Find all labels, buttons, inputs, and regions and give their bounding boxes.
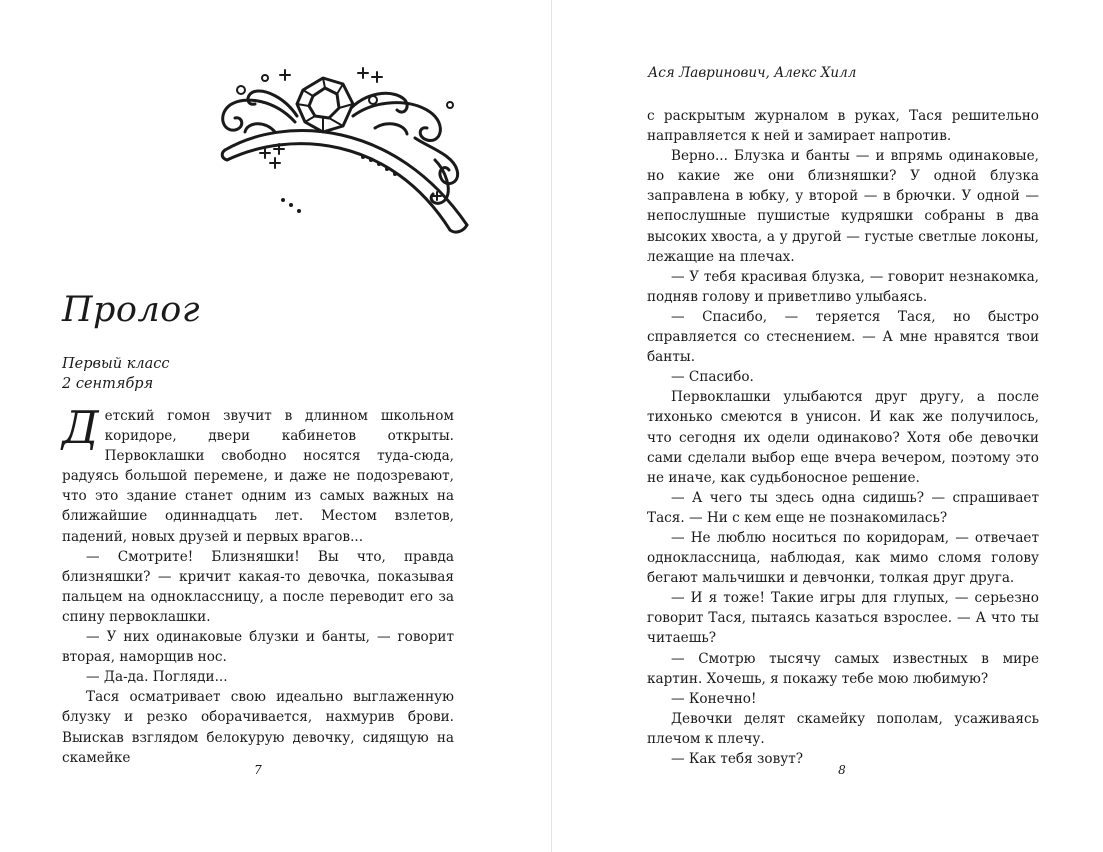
paragraph: — Как тебя зовут? [671, 751, 804, 767]
left-page [0, 0, 551, 852]
chapter-subhead [62, 354, 169, 394]
paragraph: Девочки делят скамейку пополам, усаживаясь плечом к плечу. [647, 710, 1039, 747]
paragraph: — А чего ты здесь одна сидишь? — спрашивает Тася. — Ни с кем еще не познакомилась? [647, 489, 1039, 526]
paragraph: — Спасибо, — теряется Тася, но быстро справляется со стеснением. — А мне нравятся твои банты. [647, 308, 1039, 366]
drop-cap: Д [62, 401, 99, 454]
page-number: 8 [838, 763, 846, 777]
paragraph: Первоклашки улыбаются друг другу, а после тихонько смеются в унисон. И как же получилось, что сегодня их одели одинаково? Хотя обе девочки сами сделали выбор еще вчера вечером, поэтому это не иначе, как судьбоносное решение. [647, 389, 1039, 486]
paragraph: — Спасибо. [671, 369, 754, 386]
paragraph: — И я тоже! Такие игры для глупых, — серьезно говорит Тася, пытаясь казаться взрослее. — А что ты читаешь? [647, 590, 1039, 647]
paragraph-text: етский гомон звучит в длинном школьном коридоре, двери кабинетов открыты. Первоклашки свободно носятся туда-сюда, радуясь большой перемене, и даже не подозревают, что это здание станет одним из самых важных на ближайшие одиннадцать лет. Местом взлетов, падений, новых друзей и первых врагов... [62, 408, 454, 545]
left-body-text [62, 401, 454, 768]
paragraph [62, 401, 454, 547]
right-page [552, 0, 1103, 852]
page-number: 7 [254, 763, 262, 777]
paragraph: — Смотрю тысячу самых известных в мире картин. Хочешь, я покажу тебе мою любимую? [647, 650, 1039, 687]
running-head: Ася Лавринович, Алекс Хилл [648, 65, 857, 81]
paragraph: Верно... Блузка и банты — и впрямь одинаковые, но какие же они близняшки? У одной блузка заправлена в юбку, у второй — в брючки. У одной — непослушные пушистые кудряшки собраны в два высоких хвоста, а у другой — густые светлые локоны, лежащие на плечах. [647, 148, 1039, 265]
paragraph: — Да-да. Погляди... [86, 669, 228, 686]
subhead-line: Первый класс [62, 356, 170, 372]
paragraph: — Не люблю носиться по коридорам, — отвечает одноклассница, наблюдая, как мимо сломя голову бегают мальчишки и девчонки, толкая друг друга. [647, 529, 1039, 587]
paragraph: — У них одинаковые блузки и банты, — говорит вторая, наморщив нос. [62, 629, 454, 666]
paragraph: — Конечно! [671, 690, 757, 707]
paragraph: Тася осматривает свою идеально выглаженную блузку и резко оборачивается, нахмурив брови. Выискав взглядом белокурую девочку, сидящую на скамейке [62, 689, 454, 766]
paragraph: с раскрытым журналом в руках, Тася решительно направляется к ней и замирает напротив. [647, 108, 1039, 145]
paragraph: — Смотрите! Близняшки! Вы что, правда близняшки? — кричит какая-то девочка, показывая пальцем на одноклассницу, а после переводит его за спину первоклашки. [62, 548, 454, 625]
paragraph: — У тебя красивая блузка, — говорит незнакомка, подняв голову и приветливо улыбаясь. [647, 268, 1039, 305]
tiara-icon [205, 60, 475, 245]
chapter-title: Пролог [62, 290, 201, 330]
subhead-line: 2 сентября [62, 376, 154, 392]
right-body-text [647, 106, 1039, 769]
